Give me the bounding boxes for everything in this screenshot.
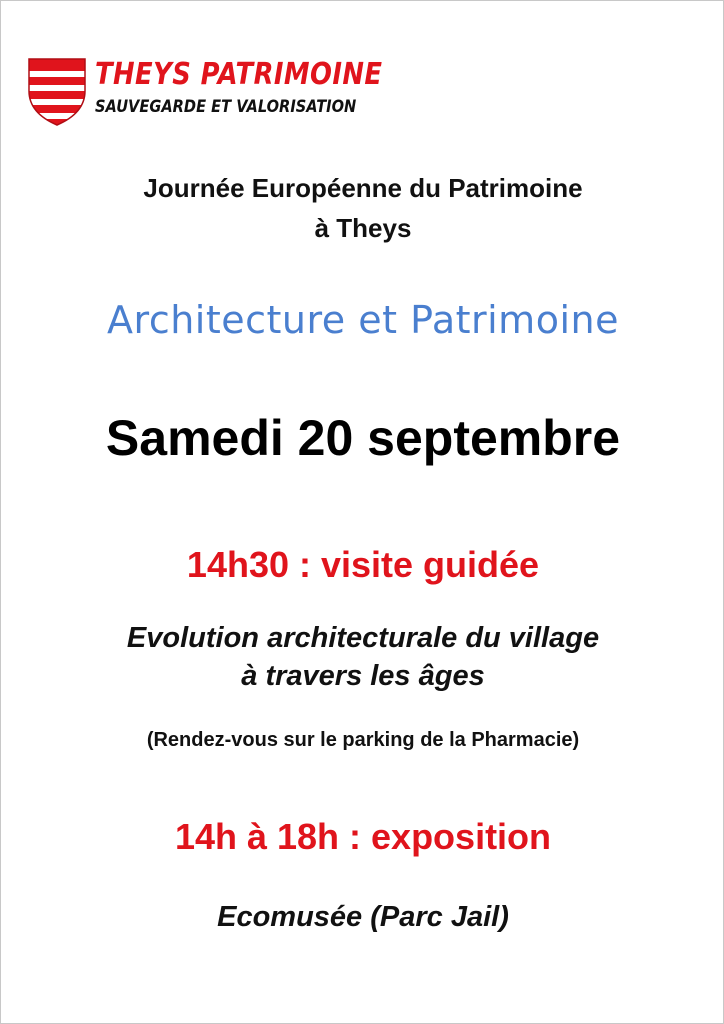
exhibition-location: Ecomusée (Parc Jail) <box>217 901 509 933</box>
theys-patrimoine-logo <box>27 57 387 127</box>
logo-title: THEYS PATRIMOINE <box>95 57 383 92</box>
event-theme: Architecture et Patrimoine <box>107 298 619 342</box>
event-title-line-2: à Theys <box>314 213 412 243</box>
event-date: Samedi 20 septembre <box>105 410 621 466</box>
coat-of-arms-icon <box>27 57 87 127</box>
visit-heading: 14h30 : visite guidée <box>186 544 540 585</box>
logo-subtitle: SAUVEGARDE ET VALORISATION <box>95 97 357 117</box>
event-title-line-1: Journée Européenne du Patrimoine <box>143 173 583 203</box>
visit-description-line-1: Evolution architecturale du village <box>126 622 600 654</box>
exhibition-heading: 14h à 18h : exposition <box>174 816 552 857</box>
meeting-note: (Rendez-vous sur le parking de la Pharmacie) <box>146 729 580 751</box>
visit-description-line-2: à travers les âges <box>241 660 485 692</box>
